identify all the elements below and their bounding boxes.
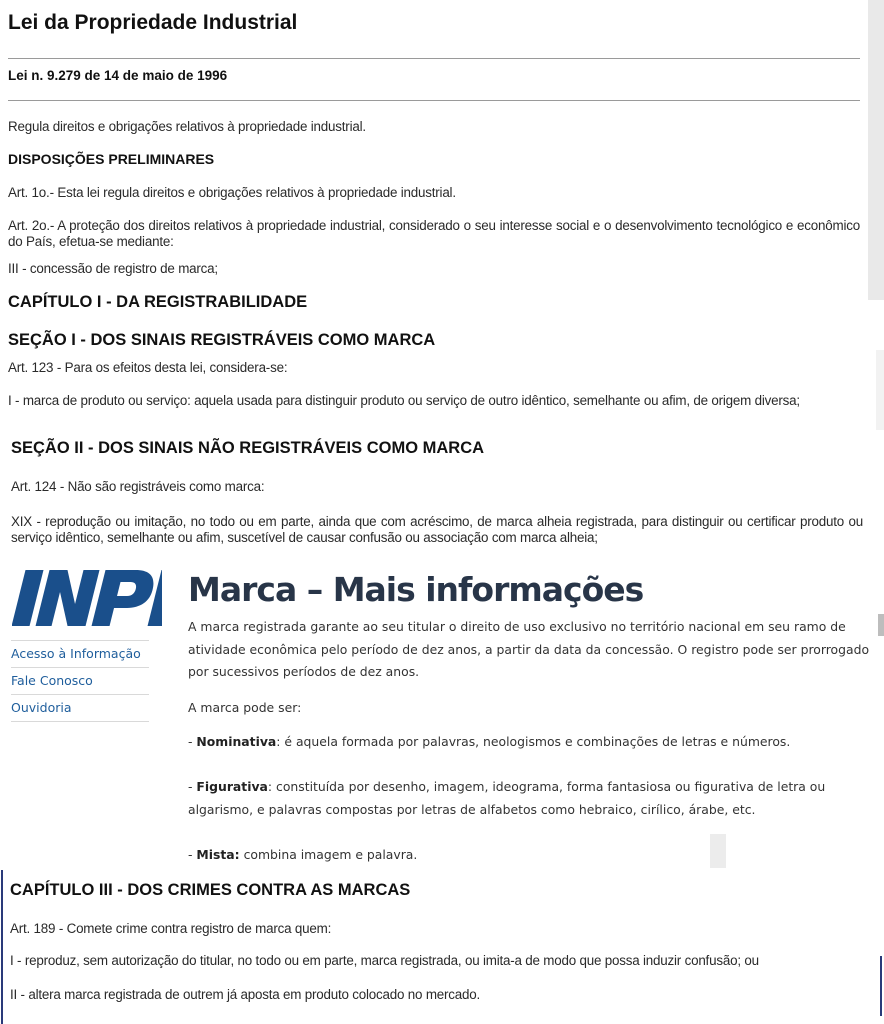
art123-i-text: I - marca de produto ou serviço: aquela usada para distinguir produto ou serviço de outro idêntico, semelhante ou afim, de origem diversa;	[8, 393, 800, 408]
inpi-paragraph-2: A marca pode ser:	[188, 700, 302, 715]
section-2-heading: SEÇÃO II - DOS SINAIS NÃO REGISTRÁVEIS COMO MARCA	[11, 439, 485, 457]
figurativa-text: : constituída por desenho, imagem, ideograma, forma fantasiosa ou figurativa de letra ou algarismo, e palavras compostas por letras de alfabetos como hebraico, cirílico, árabe, etc.	[188, 779, 826, 817]
mista-item	[188, 844, 878, 867]
bullet-dash: -	[188, 847, 197, 862]
art124-text: Art. 124 - Não são registráveis como marca:	[11, 479, 265, 494]
inpi-title: Marca – Mais informações	[188, 570, 644, 609]
scrollbar-fragment	[876, 350, 884, 430]
divider	[8, 58, 860, 59]
art2-text: Art. 2o.- A proteção dos direitos relativos à propriedade industrial, considerado o seu interesse social e o desenvolvimento tecnológico e econômico do País, efetua-se mediante:	[8, 218, 860, 249]
nominativa-text: : é aquela formada por palavras, neologismos e combinações de letras e números.	[276, 734, 791, 749]
intro-text: Regula direitos e obrigações relativos à propriedade industrial.	[8, 119, 366, 134]
chapter-3-heading: CAPÍTULO III - DOS CRIMES CONTRA AS MARCAS	[10, 881, 411, 899]
scrollbar-track[interactable]	[868, 0, 884, 300]
inpi-paragraph-1: A marca registrada garante ao seu titular o direito de uso exclusivo no território nacional em seu ramo de atividade econômica pelo período de dez anos, a partir da data da concessão. O registro pode ser prorrogado por sucessivos períodos de dez anos.	[188, 619, 870, 679]
nav-fale-conosco[interactable]: Fale Conosco	[11, 668, 149, 695]
nominativa-label: Nominativa	[196, 734, 277, 749]
figurativa-label: Figurativa	[196, 779, 268, 794]
inpi-logo	[12, 568, 162, 628]
mista-label: Mista:	[196, 847, 240, 862]
nav-acesso-informacao[interactable]: Acesso à Informação	[11, 640, 149, 668]
scrollbar-thumb[interactable]	[878, 614, 884, 636]
inpi-side-nav	[11, 640, 149, 722]
nominativa-item	[188, 731, 878, 754]
page-title: Lei da Propriedade Industrial	[8, 11, 298, 34]
bullet-dash: -	[188, 734, 197, 749]
art124-xix-text: XIX - reprodução ou imitação, no todo ou em parte, ainda que com acréscimo, de marca alheia registrada, para distinguir ou certificar produto ou serviço idêntico, semelhante ou afim, suscetível de causar confusão ou associação com marca alheia;	[11, 514, 863, 545]
art1-text: Art. 1o.- Esta lei regula direitos e obrigações relativos à propriedade industrial.	[8, 185, 456, 200]
divider	[8, 100, 860, 101]
decorative-block	[710, 834, 726, 868]
prelim-heading: DISPOSIÇÕES PRELIMINARES	[8, 151, 215, 167]
mista-text: combina imagem e palavra.	[239, 847, 418, 862]
chapter-1-heading: CAPÍTULO I - DA REGISTRABILIDADE	[8, 293, 308, 311]
art123-text: Art. 123 - Para os efeitos desta lei, considera-se:	[8, 360, 288, 375]
inpi-info-panel	[10, 554, 884, 870]
art189-i-text: I - reproduz, sem autorização do titular, no todo ou em parte, marca registrada, ou imita-a de modo que possa induzir confusão; ou	[10, 953, 759, 968]
nav-ouvidoria[interactable]: Ouvidoria	[11, 695, 149, 722]
section-left-border	[1, 870, 3, 1024]
art189-text: Art. 189 - Comete crime contra registro de marca quem:	[10, 921, 332, 936]
art189-ii-text: II - altera marca registrada de outrem já aposta em produto colocado no mercado.	[10, 987, 481, 1002]
law-subtitle: Lei n. 9.279 de 14 de maio de 1996	[8, 68, 228, 83]
art2-iii-text: III - concessão de registro de marca;	[8, 261, 218, 276]
bullet-dash: -	[188, 779, 197, 794]
figurativa-item	[188, 776, 848, 821]
section-1-heading: SEÇÃO I - DOS SINAIS REGISTRÁVEIS COMO MARCA	[8, 331, 436, 349]
section-right-border	[880, 956, 882, 1016]
